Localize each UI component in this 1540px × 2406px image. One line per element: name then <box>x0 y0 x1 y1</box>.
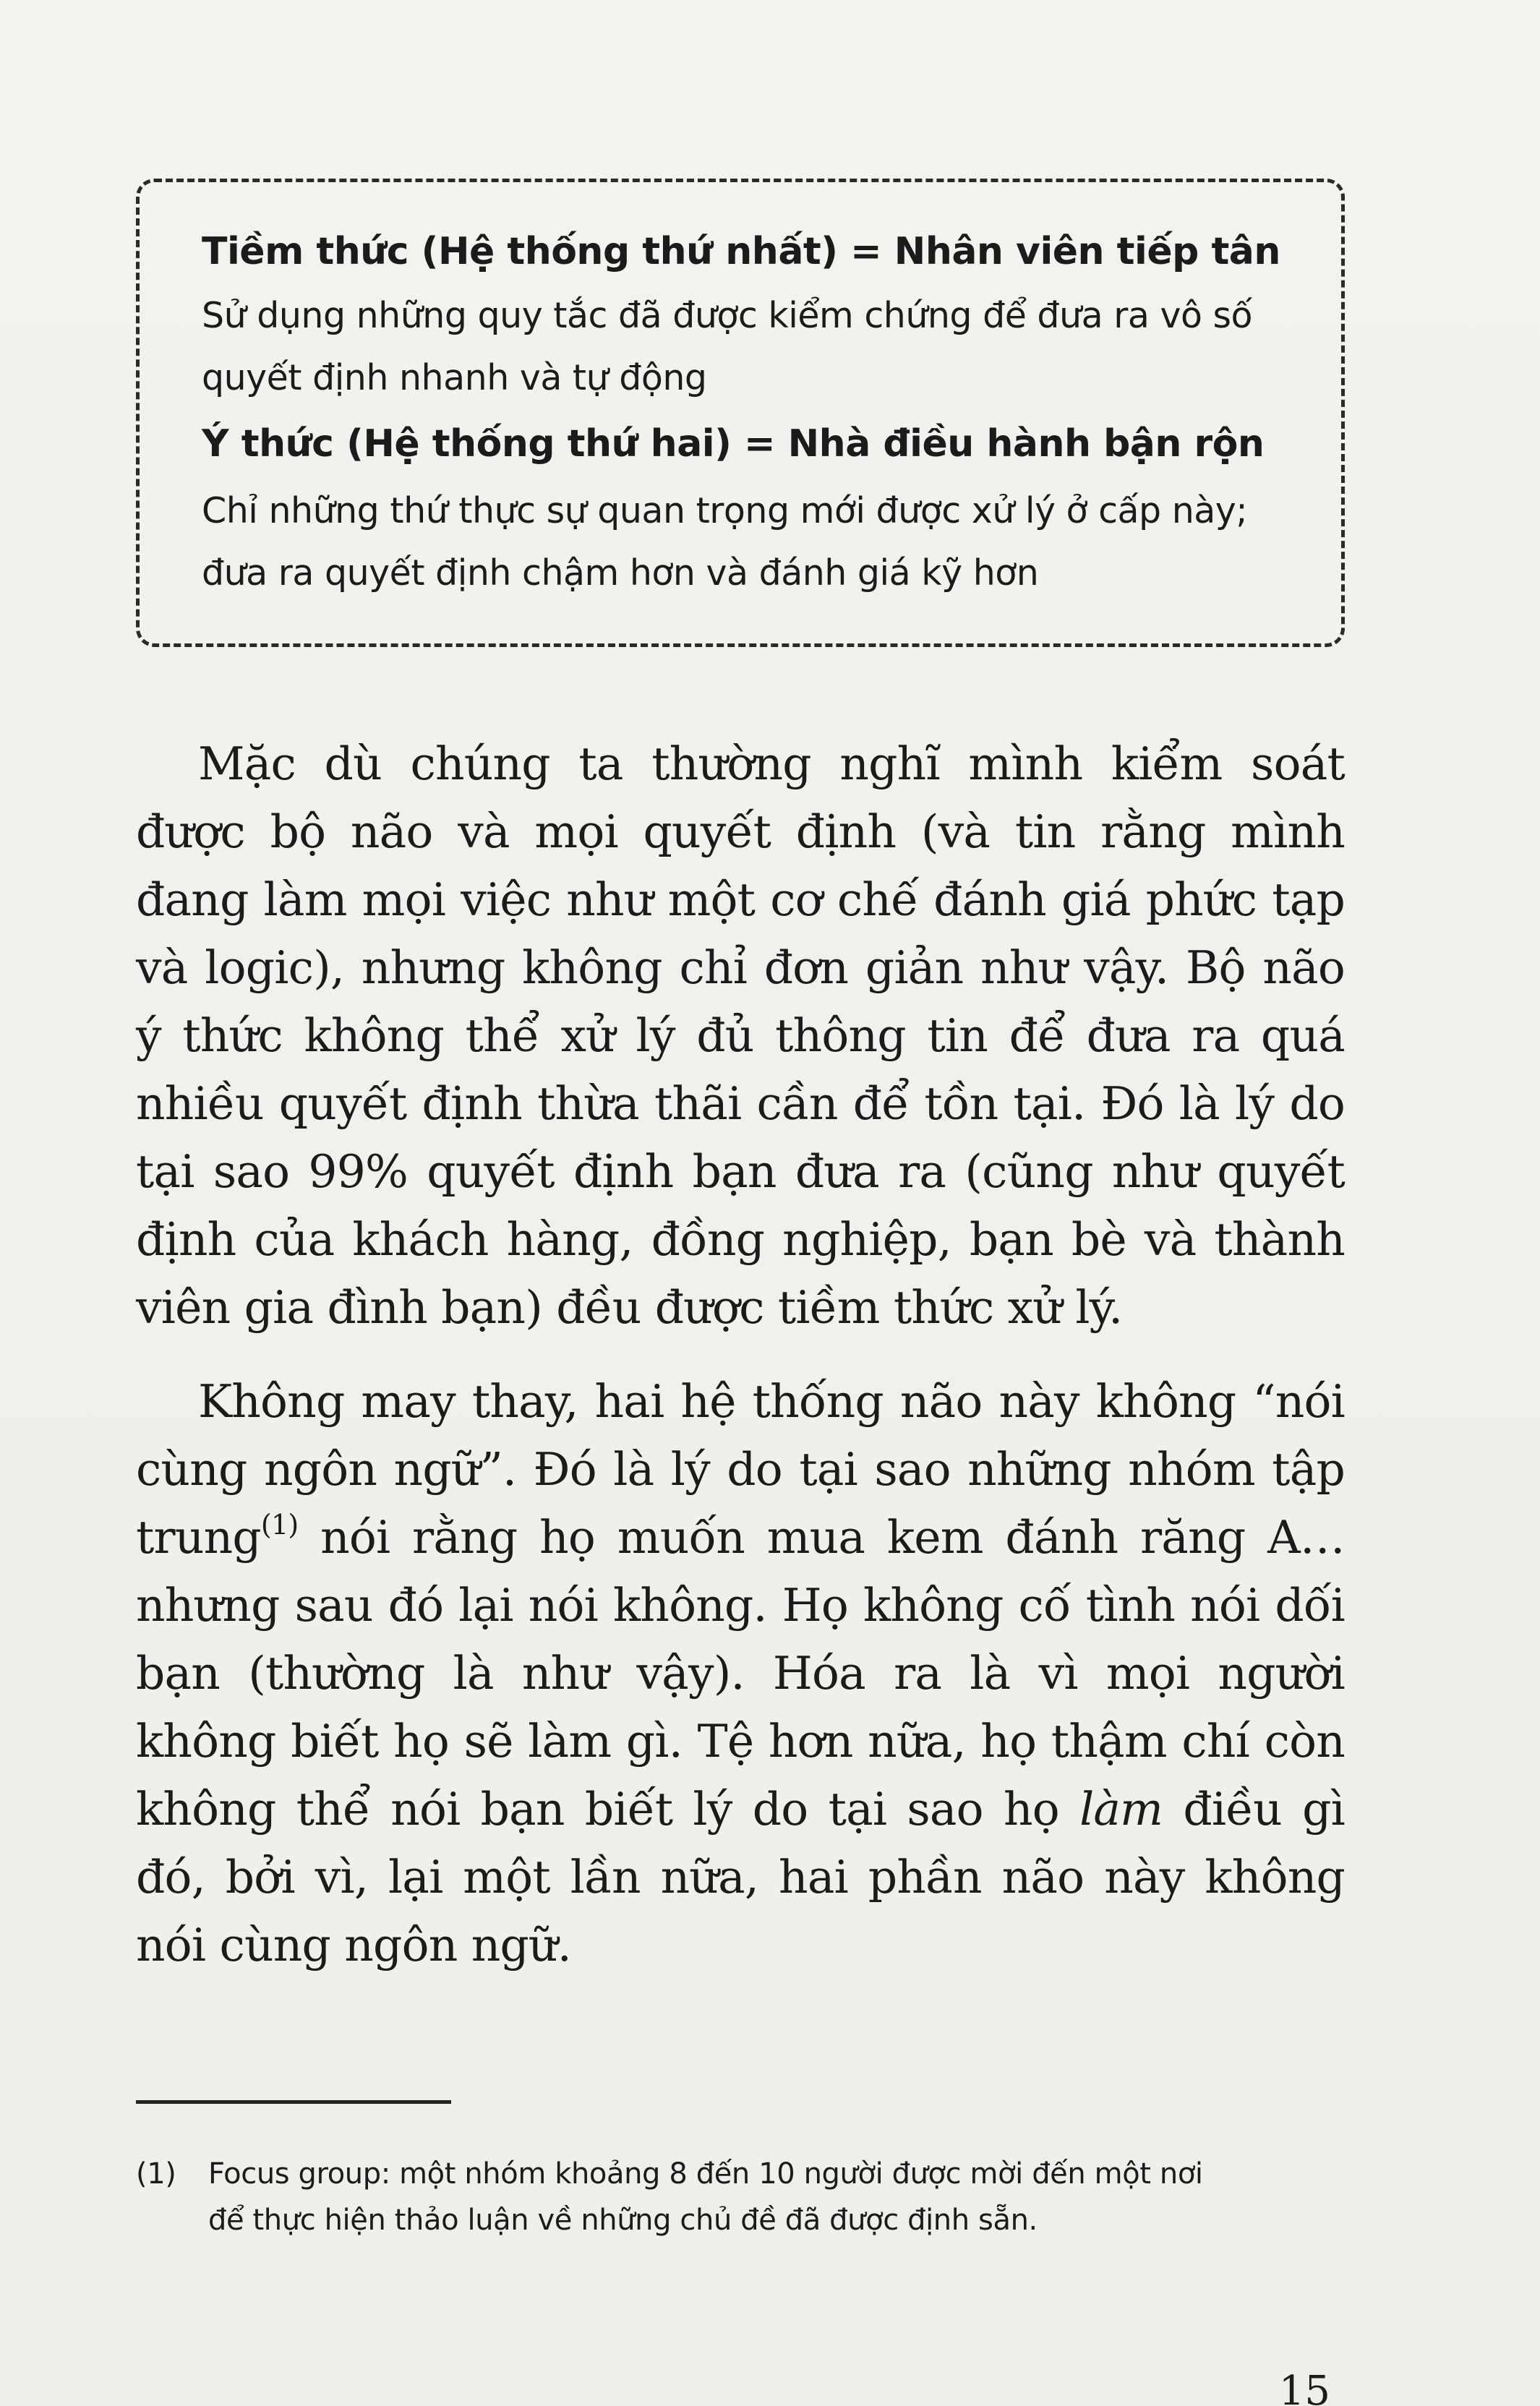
footnote-reference[interactable]: (1) <box>260 1509 299 1541</box>
footnote-text-line1: Focus group: một nhóm khoảng 8 đến 10 người được mời đến một nơi <box>208 2157 1203 2191</box>
system2-heading: Ý thức (Hệ thống thứ hai) = Nhà điều hành bận rộn <box>202 422 1265 466</box>
paragraph-2-part-1: Không may thay, hai hệ thống não này không “nói cùng ngôn ngữ”. Đó là lý do tại sao những nhóm tập trung <box>136 1375 1345 1564</box>
footnote-text-line2: để thực hiện thảo luận về những chủ đề đã được định sẵn. <box>208 2204 1038 2237</box>
footnote <box>136 2151 1351 2243</box>
body-text <box>136 730 1345 1979</box>
system1-description <box>202 285 1283 409</box>
footnote-line-1 <box>136 2151 1351 2197</box>
paragraph-2 <box>136 1368 1345 1979</box>
paragraph-2-part-2: nói rằng họ muốn mua kem đánh răng A… nhưng sau đó lại nói không. Họ không cố tình nói dối bạn (thường là như vậy). Hóa ra là vì mọi người không biết họ sẽ làm gì. Tệ hơn nữa, họ thậm chí còn không thể nói bạn biết lý do tại sao họ <box>136 1511 1345 1836</box>
system1-desc-line2: quyết định nhanh và tự động <box>202 357 707 398</box>
footnote-divider <box>136 2100 451 2104</box>
footnote-number: (1) <box>136 2157 176 2191</box>
system2-description <box>202 480 1283 604</box>
system2-desc-line2: đưa ra quyết định chậm hơn và đánh giá kỹ hơn <box>202 552 1039 594</box>
paragraph-1: Mặc dù chúng ta thường nghĩ mình kiểm soát được bộ não và mọi quyết định (và tin rằng mình đang làm mọi việc như một cơ chế đánh giá phức tạp và logic), nhưng không chỉ đơn giản như vậy. Bộ não ý thức không thể xử lý đủ thông tin để đưa ra quá nhiều quyết định thừa thãi cần để tồn tại. Đó là lý do tại sao 99% quyết định bạn đưa ra (cũng như quyết định của khách hàng, đồng nghiệp, bạn bè và thành viên gia đình bạn) đều được tiềm thức xử lý. <box>136 737 1345 1334</box>
system1-desc-line1: Sử dụng những quy tắc đã được kiểm chứng để đưa ra vô số <box>202 295 1253 336</box>
system1-heading: Tiềm thức (Hệ thống thứ nhất) = Nhân viên tiếp tân <box>202 230 1280 273</box>
callout-box <box>136 179 1345 647</box>
emphasis-lam: làm <box>1079 1783 1163 1836</box>
page-number: 15 <box>1278 2371 1330 2406</box>
system2-desc-line1: Chỉ những thứ thực sự quan trọng mới được xử lý ở cấp này; <box>202 490 1248 531</box>
paragraph-2-part-3: điều gì đó, bởi vì, lại một lần nữa, hai phần não này không nói cùng ngôn ngữ. <box>136 1783 1345 1972</box>
